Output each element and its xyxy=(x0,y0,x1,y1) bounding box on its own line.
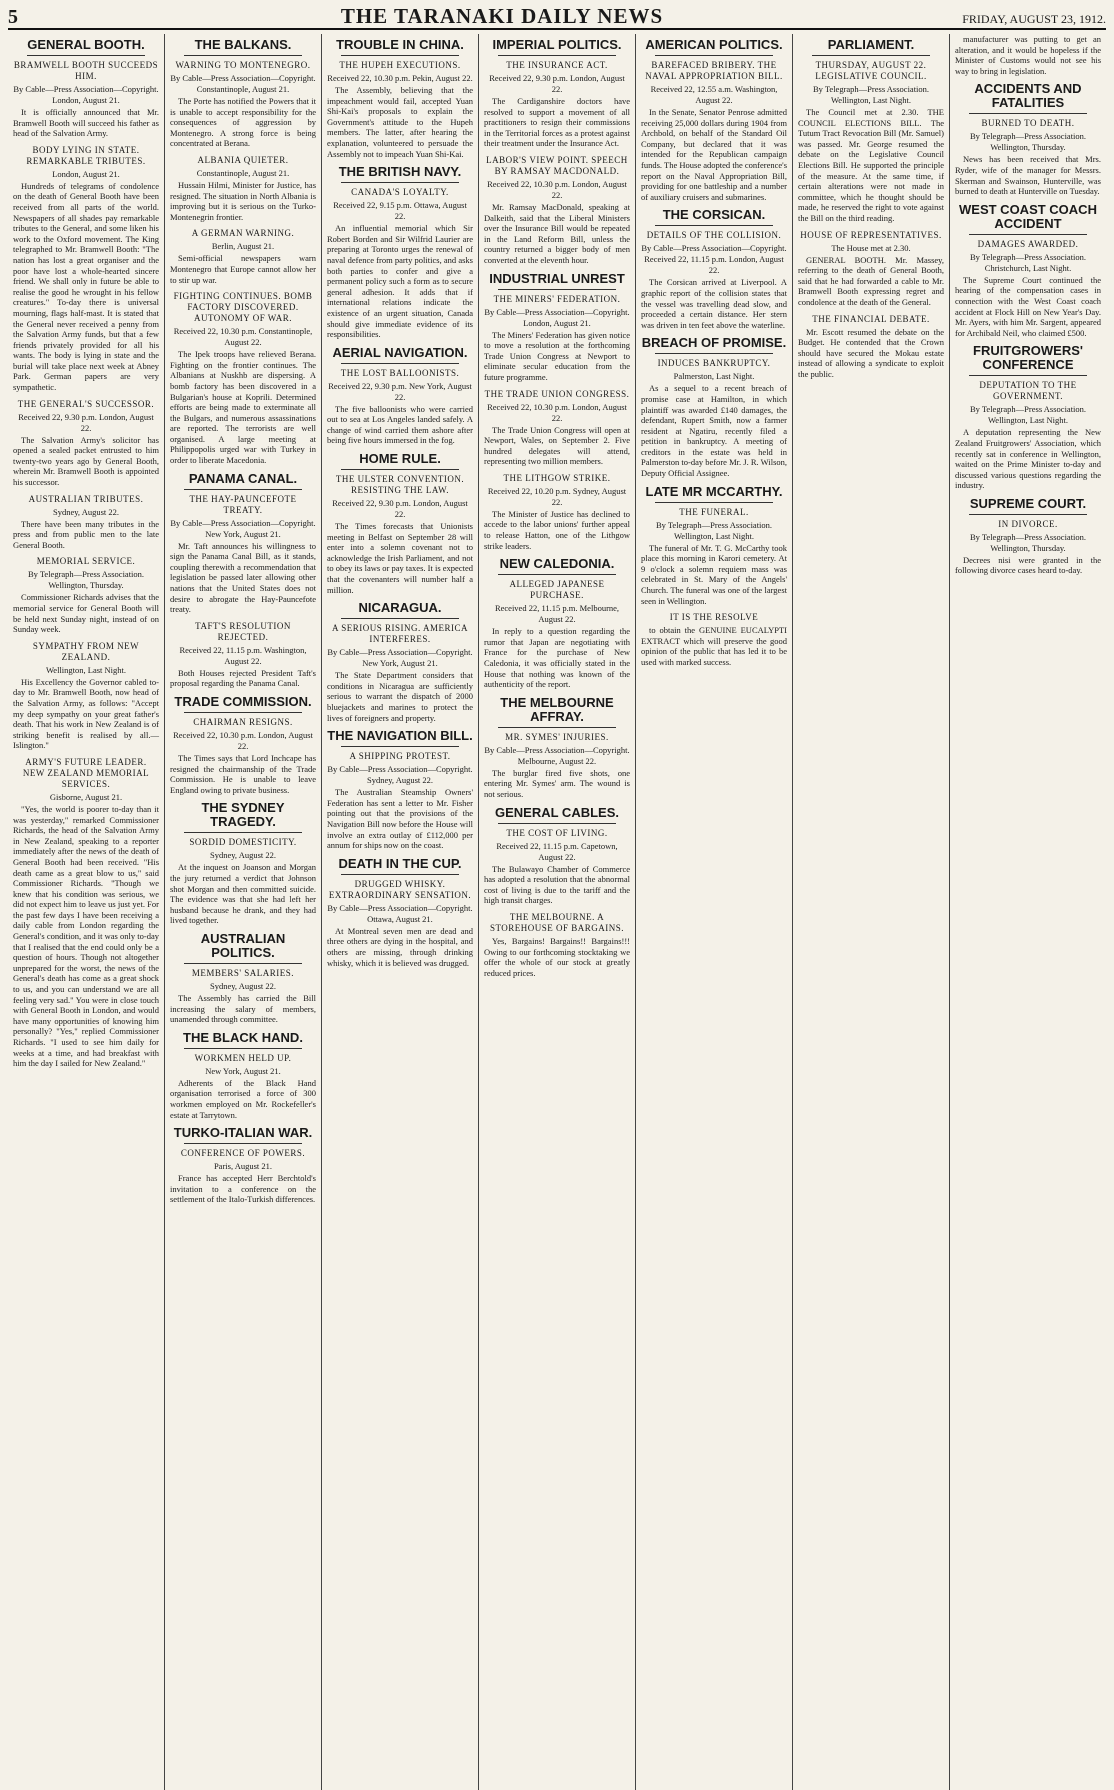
headline-rule xyxy=(655,55,773,56)
article xyxy=(798,38,944,224)
article xyxy=(327,729,473,851)
article xyxy=(955,344,1101,491)
article-body: The Minister of Justice has declined to accede to the labor unions' further appeal to release Hatton, one of the Lithgow strike leaders. xyxy=(484,508,630,551)
article-headline: THE MELBOURNE AFFRAY. xyxy=(500,694,614,724)
article xyxy=(484,38,630,149)
headline-rule xyxy=(969,234,1087,235)
article-subhead: BODY LYING IN STATE. REMARKABLE TRIBUTES. xyxy=(26,144,146,166)
article-dateline: Received 22, 10.30 p.m. London, August 22. xyxy=(487,401,627,423)
article-subhead: THURSDAY, AUGUST 22. LEGISLATIVE COUNCIL. xyxy=(815,60,927,81)
article-body: The funeral of Mr. T. G. McCarthy took place this morning in Karori cemetery. At 9 o'clock a solemn requiem mass was celebrated in St. Mary of the Angels' Church. The funeral was one of the largest seen in Wellington. xyxy=(641,542,787,606)
article xyxy=(170,1126,316,1205)
article-dateline: Paris, August 21. xyxy=(213,1161,273,1172)
article xyxy=(641,38,787,202)
article-dateline: By Telegraph—Press Association. Wellington, Thursday. xyxy=(969,531,1087,553)
article-dateline: By Cable—Press Association—Copyright. New York, August 21. xyxy=(170,517,316,539)
article xyxy=(798,230,944,308)
headline-rule xyxy=(498,574,616,575)
article-dateline: Wellington, Last Night. xyxy=(45,664,127,675)
article-body: The five balloonists who were carried out to sea at Los Angeles landed safely. A change of wind carried them ashore after being five hours immersed in the fog. xyxy=(327,403,473,446)
article-headline: GENERAL BOOTH. xyxy=(27,37,145,52)
article-body: The Bulawayo Chamber of Commerce has adopted a resolution that the abnormal cost of living is due to the tariff and the high transit charges. xyxy=(484,863,630,906)
article-body: At Montreal seven men are dead and three others are dying in the hospital, and others are missing, through drinking whisky, which it is believed was drugged. xyxy=(327,925,473,968)
article-subhead: THE FUNERAL. xyxy=(679,506,749,517)
article-dateline: Received 22, 10.30 p.m. London, August 22. xyxy=(173,730,313,751)
article-headline: NICARAGUA. xyxy=(358,600,442,616)
article-subhead: IT IS THE RESOLVE xyxy=(669,612,759,623)
headline-rule xyxy=(184,55,302,56)
article-subhead: BAREFACED BRIBERY. THE NAVAL APPROPRIATION BILL. xyxy=(645,60,783,81)
article xyxy=(170,472,316,615)
article xyxy=(13,641,159,751)
article-dateline: Received 22, 10.30 p.m. Constantinople, August 22. xyxy=(173,326,313,348)
article-subhead: ALBANIA QUIETER. xyxy=(197,154,289,165)
article-body: The Times says that Lord Inchcape has resigned the chairmanship of the Trade Commission. He is unable to leave England owing to private business. xyxy=(170,753,316,795)
article-headline: SUPREME COURT. xyxy=(969,495,1087,511)
headline-rule xyxy=(498,289,616,290)
article-headline: THE BLACK HAND. xyxy=(183,1029,303,1045)
article-body: manufacturer was putting to get an alteration, and it would be hopeless if the Minister of Customs would not see his way to bring in legislation. xyxy=(955,34,1101,76)
article xyxy=(327,452,473,595)
article xyxy=(13,38,159,139)
article xyxy=(327,857,473,968)
article xyxy=(327,165,473,340)
article-body: Commissioner Richards advises that the memorial service for General Booth will be held next Sunday night, instead of on Sunday week. xyxy=(13,592,159,635)
article-dateline: Received 22, 11.15 p.m. Capetown, August 22. xyxy=(496,840,618,862)
article-subhead: THE TRADE UNION CONGRESS. xyxy=(484,388,630,399)
article-headline: INDUSTRIAL UNREST xyxy=(489,270,625,286)
article-subhead: BURNED TO DEATH. xyxy=(981,118,1075,129)
article-subhead: WARNING TO MONTENEGRO. xyxy=(175,60,311,70)
article xyxy=(13,399,159,488)
headline-rule xyxy=(341,618,459,619)
article-body: The Salvation Army's solicitor has opened a sealed packet entrusted to him twenty-two years ago by General Booth, wherein Mr. Bramwell Booth is appointed his successor. xyxy=(13,434,159,488)
article-dateline: Received 22, 10.20 p.m. Sydney, August 22. xyxy=(487,485,627,507)
article-body: to obtain the GENUINE EUCALYPTI EXTRACT which will preserve the good opinion of the public that has led it to be used with marked success. xyxy=(641,625,787,667)
article xyxy=(798,314,944,380)
article-dateline: By Cable—Press Association—Copyright. Received 22, 11.15 p.m. London, August 22. xyxy=(641,243,787,276)
headline-rule xyxy=(184,1048,302,1049)
article-dateline: New York, August 21. xyxy=(205,1065,281,1076)
headline-rule xyxy=(969,514,1087,515)
article-body: Semi-official newspapers warn Montenegro that Europe cannot allow her to stir up war. xyxy=(170,253,316,285)
article-subhead: THE LOST BALLOONISTS. xyxy=(340,367,460,378)
article-body: At the inquest on Joanson and Morgan the jury returned a verdict that Johnson shot Morgan and then committed suicide. The evidence was that she had left her husband because he drank, and they had lived together. xyxy=(170,862,316,926)
article-headline: PANAMA CANAL. xyxy=(188,470,298,486)
article-body: France has accepted Herr Berchtold's invitation to a conference on the settlement of the Italo-Turkish differences. xyxy=(170,1173,316,1205)
article-body: The Council met at 2.30. THE COUNCIL ELECTIONS BILL. The Tutum Tract Revocation Bill (Mr. Samuel) was passed. Mr. George resumed the debate on the Legislative Council Elections Bill. He supported the principle of the measure. At the same time, if certain alterations were not made in committee, which he thought should be made, he reserved the right to vote against the Bill on the third reading. xyxy=(798,107,944,223)
article-subhead: AUSTRALIAN TRIBUTES. xyxy=(28,493,144,504)
headline-rule xyxy=(184,712,302,713)
headline-rule xyxy=(969,113,1087,114)
article-body: The Miners' Federation has given notice to move a resolution at the forthcoming Trade Union Congress at Newport to eliminate secular education from the future programme. xyxy=(484,329,630,382)
article xyxy=(484,272,630,383)
headline-rule xyxy=(655,353,773,354)
headline-rule xyxy=(184,832,302,833)
article-headline: THE BALKANS. xyxy=(194,37,292,52)
article-subhead: FIGHTING CONTINUES. BOMB FACTORY DISCOVERED. AUTONOMY OF WAR. xyxy=(173,291,313,324)
article-body: The State Department considers that conditions in Nicaragua are sufficiently serious to warrant the dispatch of 2000 bluejackets and marines to protect the lives of foreigners and property. xyxy=(327,670,473,723)
article-body: It is officially announced that Mr. Bramwell Booth will succeed his father as head of the Salvation Army. xyxy=(13,107,159,139)
article-subhead: THE GENERAL'S SUCCESSOR. xyxy=(17,398,155,409)
article-body: A deputation representing the New Zealand Fruitgrowers' Association, which recently sat in conference in Wellington, waited on the Prime Minister to-day and discussed various questions regarding the industry. xyxy=(955,427,1101,491)
article xyxy=(484,806,630,906)
article-dateline: By Cable—Press Association—Copyright. London, August 21. xyxy=(484,306,630,328)
headline-rule xyxy=(341,746,459,747)
headline-rule xyxy=(184,489,302,490)
article-subhead: THE HAY-PAUNCEFOTE TREATY. xyxy=(189,493,297,515)
article-headline: NEW CALEDONIA. xyxy=(499,556,615,572)
article-body: Hussain Hilmi, Minister for Justice, has resigned. The situation in North Albania is improving but it is serious on the Turko-Montenegrin frontier. xyxy=(170,179,316,222)
article xyxy=(484,912,630,978)
article xyxy=(327,346,473,446)
article-subhead: ALLEGED JAPANESE PURCHASE. xyxy=(509,579,605,601)
article-subhead: SORDID DOMESTICITY. xyxy=(189,837,297,848)
article xyxy=(170,932,316,1025)
article-body: The Trade Union Congress will open at Newport, Wales, on September 2. Five hundred delegates will attend, representing two million members. xyxy=(484,424,630,467)
masthead xyxy=(8,4,1106,30)
article-subhead: HOUSE OF REPRESENTATIVES. xyxy=(800,229,942,240)
article xyxy=(955,203,1101,339)
article-subhead: THE INSURANCE ACT. xyxy=(506,60,608,70)
columns xyxy=(8,34,1106,1790)
article-body: His Excellency the Governor cabled to-day to Mr. Bramwell Booth, now head of the Salvation Army, as follows: "Accept my deep sympathy on your great father's death. That his work in New Zealand is of striking benefit is realised by all.—Islington." xyxy=(13,676,159,751)
headline-rule xyxy=(498,823,616,824)
article-dateline: By Cable—Press Association—Copyright. London, August 21. xyxy=(13,84,159,105)
article-subhead: ARMY'S FUTURE LEADER. NEW ZEALAND MEMORIAL SERVICES. xyxy=(22,756,150,789)
article-body: News has been received that Mrs. Ryder, wife of the manager for Messrs. Skerman and Swainson, Hunterville, was burned to death at Hunterville on Tuesday. xyxy=(955,154,1101,197)
article-dateline: Constantinople, August 21. xyxy=(196,167,290,178)
newspaper-title: THE TARANAKI DAILY NEWS xyxy=(340,4,664,28)
article xyxy=(955,34,1101,76)
headline-rule xyxy=(184,963,302,964)
article-dateline: Received 22, 9.30 p.m. London, August 22. xyxy=(18,411,154,433)
article-dateline: By Cable—Press Association—Copyright. Sydney, August 22. xyxy=(327,764,473,786)
article xyxy=(484,389,630,467)
article-body: The burglar fired five shots, one entering Mr. Symes' arm. The wound is not serious. xyxy=(484,767,630,799)
article-headline: LATE MR MCCARTHY. xyxy=(645,483,783,499)
article-headline: PARLIAMENT. xyxy=(827,37,915,52)
article xyxy=(170,1031,316,1120)
column-1 xyxy=(8,34,165,1790)
article-subhead: A SERIOUS RISING. AMERICA INTERFERES. xyxy=(331,623,469,645)
article-dateline: Received 22, 9.30 p.m. London, August 22. xyxy=(332,498,468,520)
article-headline: THE CORSICAN. xyxy=(662,207,766,223)
article-dateline: Palmerston, Last Night. xyxy=(673,371,755,382)
column-7 xyxy=(950,34,1106,1790)
article-body: An influential memorial which Sir Robert Borden and Sir Wilfrid Laurier are preparing at Toronto urges the renewal of naval defence from party politics, and asks both parties to confer and give a permanent policy such a form as to secure general adhesion. It adds that if international relations indicate the existence of an urgent situation, Canada should give immediate evidence of its responsibilities. xyxy=(327,223,473,340)
article xyxy=(170,38,316,149)
article-headline: TROUBLE IN CHINA. xyxy=(336,37,464,52)
article-subhead: THE LITHGOW STRIKE. xyxy=(503,472,611,483)
article-headline: IMPERIAL POLITICS. xyxy=(492,37,622,52)
article-body: As a sequel to a recent breach of promise case at Hamilton, in which plaintiff was awarded £140 damages, the defendant, Rupert Smith, now a farmer resident at Ngatiru, recently filed a petition in bankruptcy. A meeting of creditors in the estate was held in Palmerston to-day before Mr. J. R. Wilson, Deputy Official Assignee. xyxy=(641,383,787,479)
article-headline: HOME RULE. xyxy=(359,451,441,467)
article-dateline: By Cable—Press Association—Copyright. Constantinople, August 21. xyxy=(170,73,316,94)
article-subhead: THE FINANCIAL DEBATE. xyxy=(812,313,930,324)
article-body: Yes, Bargains! Bargains!! Bargains!!! Owing to our forthcoming stocktaking we offer the whole of our stock at greatly reduced prices. xyxy=(484,935,630,978)
article-body: The Ipek troops have relieved Berana. Fighting on the frontier continues. The Albanians at Nuskhb are dispersing. A bomb factory has been discovered in a Bulgarian's house at Koprili. Determined efforts are being made to exterminate all the Bulgars, and numerous assassinations are reported. The terrorists are well organised. A large meeting at Philippopolis urged war with Turkey in order to liberate Macedonia. xyxy=(170,349,316,466)
article-dateline: By Cable—Press Association—Copyright. Melbourne, August 22. xyxy=(484,744,630,766)
article-subhead: DAMAGES AWARDED. xyxy=(977,238,1079,249)
article xyxy=(170,695,316,795)
headline-rule xyxy=(655,502,773,503)
article-dateline: By Telegraph—Press Association. Christchurch, Last Night. xyxy=(969,251,1087,273)
article-dateline: Received 22, 10.30 p.m. London, August 22. xyxy=(487,178,627,200)
article-dateline: Received 22, 9.15 p.m. Ottawa, August 22. xyxy=(333,200,467,222)
article xyxy=(641,208,787,330)
article-subhead: CONFERENCE OF POWERS. xyxy=(180,1148,306,1159)
article-subhead: TAFT'S RESOLUTION REJECTED. xyxy=(195,620,291,642)
headline-rule xyxy=(498,727,616,728)
article-headline: WEST COAST COACH ACCIDENT xyxy=(959,201,1097,231)
article-dateline: Received 22, 9.30 p.m. New York, August 22. xyxy=(328,380,472,402)
article xyxy=(641,336,787,478)
article-dateline: Received 22, 10.30 p.m. Pekin, August 22. xyxy=(327,73,473,83)
article-dateline: Sydney, August 22. xyxy=(52,506,120,517)
article-subhead: SYMPATHY FROM NEW ZEALAND. xyxy=(32,640,140,662)
article-subhead: IN DIVORCE. xyxy=(998,518,1058,529)
article-subhead: MR. SYMES' INJURIES. xyxy=(505,731,609,742)
article-headline: THE NAVIGATION BILL. xyxy=(327,728,473,744)
headline-rule xyxy=(498,55,616,56)
article-dateline: By Telegraph—Press Association. Wellington, Last Night. xyxy=(655,519,773,541)
article xyxy=(484,155,630,266)
article xyxy=(13,145,159,393)
article-dateline: Sydney, August 22. xyxy=(209,850,277,861)
article-dateline: The House met at 2.30. xyxy=(831,242,911,253)
article-body: Mr. Ramsay MacDonald, speaking at Dalkeith, said that the Liberal Ministers over the Insurance Bill would be repeated in the Land Reform Bill, unless the country returned a bigger body of men converted at the eleventh hour. xyxy=(484,201,630,265)
article-subhead: BRAMWELL BOOTH SUCCEEDS HIM. xyxy=(13,60,159,81)
article-subhead: THE COST OF LIVING. xyxy=(506,827,608,838)
article xyxy=(955,497,1101,576)
column-4 xyxy=(479,34,636,1790)
article-dateline: By Cable—Press Association—Copyright. New York, August 21. xyxy=(327,647,473,669)
article xyxy=(170,155,316,222)
article-subhead: WORKMEN HELD UP. xyxy=(194,1052,292,1063)
article-dateline: London, August 21. xyxy=(52,168,120,179)
article xyxy=(170,228,316,285)
article-headline: GENERAL CABLES. xyxy=(495,804,619,820)
article-dateline: By Telegraph—Press Association. Wellington, Thursday. xyxy=(969,131,1087,153)
article-body: The Corsican arrived at Liverpool. A graphic report of the collision states that the vessel was travelling dead slow, and proceeded a certain distance. Her stern was driven in ten feet above the waterline. xyxy=(641,277,787,330)
article-headline: TRADE COMMISSION. xyxy=(174,694,312,709)
article-dateline: By Cable—Press Association—Copyright. Ottawa, August 21. xyxy=(327,902,473,924)
headline-rule xyxy=(341,182,459,183)
article-body: Both Houses rejected President Taft's proposal regarding the Panama Canal. xyxy=(170,667,316,689)
article-body: The Porte has notified the Powers that it is unable to accept responsibility for the consequences of aggression by Montenegro. A strong force is being concentrated at Berana. xyxy=(170,96,316,149)
article-subhead: A SHIPPING PROTEST. xyxy=(349,751,451,762)
article-dateline: Received 22, 11.15 p.m. Melbourne, August 22. xyxy=(494,603,620,625)
issue-date: FRIDAY, AUGUST 23, 1912. xyxy=(962,12,1106,26)
page-number: 5 xyxy=(8,6,18,28)
article xyxy=(955,82,1101,196)
article-subhead: THE ULSTER CONVENTION. RESISTING THE LAW. xyxy=(335,474,465,496)
article-dateline: Received 22, 9.30 p.m. London, August 22. xyxy=(489,73,625,94)
article xyxy=(170,621,316,689)
article-subhead: THE HUPEH EXECUTIONS. xyxy=(339,60,461,70)
article-subhead: INDUCES BANKRUPTCY. xyxy=(657,358,771,369)
column-2 xyxy=(165,34,322,1790)
article-subhead: THE MINERS' FEDERATION. xyxy=(493,293,621,304)
article-headline: AMERICAN POLITICS. xyxy=(645,37,783,52)
article xyxy=(13,556,159,634)
headline-rule xyxy=(341,363,459,364)
article-headline: THE BRITISH NAVY. xyxy=(338,164,462,180)
headline-rule xyxy=(655,225,773,226)
article-body: Mr. Escott resumed the debate on the Budget. He contended that the Crown should have secured the Mokau estate instead of allowing a syndicate to exploit the public. xyxy=(798,326,944,379)
article xyxy=(327,601,473,723)
article-headline: AUSTRALIAN POLITICS. xyxy=(200,930,286,960)
article-dateline: Gisborne, August 21. xyxy=(49,791,123,802)
headline-rule xyxy=(969,375,1087,376)
article-subhead: THE MELBOURNE. A STOREHOUSE OF BARGAINS. xyxy=(489,911,625,933)
article-body: The Assembly has carried the Bill increasing the salary of members, unamended through committee. xyxy=(170,992,316,1025)
article-body: The Cardiganshire doctors have resolved to support a movement of all practitioners to resign their commissions in the Territorial forces as a protest against their treatment under the Insurance Act. xyxy=(484,96,630,149)
article-subhead: DEPUTATION TO THE GOVERNMENT. xyxy=(979,380,1077,402)
article-subhead: DETAILS OF THE COLLISION. xyxy=(646,230,782,241)
article-dateline: Received 22, 12.55 a.m. Washington, August 22. xyxy=(650,84,778,105)
article xyxy=(484,473,630,551)
article-dateline: Berlin, August 21. xyxy=(211,241,275,252)
article xyxy=(327,38,473,159)
column-3 xyxy=(322,34,479,1790)
article-subhead: LABOR'S VIEW POINT. SPEECH BY RAMSAY MACDONALD. xyxy=(486,154,628,176)
article-subhead: A GERMAN WARNING. xyxy=(191,228,295,239)
headline-rule xyxy=(184,1143,302,1144)
column-5 xyxy=(636,34,793,1790)
article-headline: DEATH IN THE CUP. xyxy=(338,855,462,871)
article-body: Mr. Taft announces his willingness to sign the Panama Canal Bill, as it stands, coupling therewith a recommendation that legislation be passed later allowing other nations that the United States does not desire to abrogate the Hay-Pauncefote treaty. xyxy=(170,540,316,615)
article-dateline: By Telegraph—Press Association. Wellington, Last Night. xyxy=(812,84,930,105)
article-subhead: MEMBERS' SALARIES. xyxy=(191,967,295,978)
article-body: GENERAL BOOTH. Mr. Massey, referring to the death of General Booth, said that he had forwarded a cable to Mr. Bramwell Booth expressing regret and condolence at the death of the General. xyxy=(798,254,944,307)
headline-rule xyxy=(341,874,459,875)
article-body: In reply to a question regarding the rumor that Japan are negotiating with France for the purchase of New Caledonia, it was officially stated in the House that nothing was known of the authenticity of the report. xyxy=(484,626,630,690)
article-dateline: Sydney, August 22. xyxy=(209,980,277,991)
headline-rule xyxy=(341,55,459,56)
article-headline: ACCIDENTS AND FATALITIES xyxy=(974,81,1082,111)
article-body: The Assembly, believing that the impeachment would fail, accepted Yuan Shi-Kai's proposals to explain the Government's attitude to the Hupeh members. The latter, after hearing the explanation, volunteered to persuade the Assembly not to impeach Yuan Shi-Kai. xyxy=(327,85,473,159)
article xyxy=(641,612,787,667)
headline-rule xyxy=(812,55,930,56)
article-subhead: MEMORIAL SERVICE. xyxy=(36,556,136,567)
article-body: The Australian Steamship Owners' Federation has sent a letter to Mr. Fisher pointing out that the provisions of the Navigation Bill now before the House will involve an extra outlay of £112,000 per annum for ships now on the coast. xyxy=(327,787,473,851)
article-headline: TURKO-ITALIAN WAR. xyxy=(173,1125,313,1141)
article-headline: BREACH OF PROMISE. xyxy=(641,335,787,351)
article xyxy=(484,557,630,690)
article-dateline: By Telegraph—Press Association. Wellington, Thursday. xyxy=(27,569,145,591)
article-body: Adherents of the Black Hand organisation terrorised a force of 300 workmen employed on Mr. Rockefeller's estate at Tarrytown. xyxy=(170,1077,316,1120)
article-body: Decrees nisi were granted in the following divorce cases heard to-day. xyxy=(955,554,1101,576)
article xyxy=(484,696,630,800)
article xyxy=(13,757,159,1069)
article xyxy=(13,494,159,551)
article xyxy=(170,801,316,926)
headline-rule xyxy=(27,55,145,56)
article-body: The Times forecasts that Unionists meeting in Belfast on September 28 will enter into a solemn covenant not to acknowledge the Irish Parliament, and not to obey its laws or pay taxes. It is expected that the covenanters will number half a million. xyxy=(327,521,473,595)
article-dateline: Received 22, 11.15 p.m. Washington, August 22. xyxy=(179,644,307,666)
article-body: Hundreds of telegrams of condolence on the death of General Booth have been received from all parts of the world. Newspapers of all shades pay remarkable tributes to the General, and some liken his work to the Oxford movement. The King telegraphed to Mr. Bramwell Booth: "The nation has lost a great organiser and the poor have lost a whole-hearted sincere friend. We shall only in future be able to realise the good he wrought in his fellow creatures." To-day there is universal mourning, flags half-mast. It is stated that the General never received a penny from the Salvation Army funds, but that a few friends privately provided for all his wants. The body is lying in state and the burial will take place next week at Abney Park. German papers are very sympathetic. xyxy=(13,180,159,393)
article-subhead: DRUGGED WHISKY. EXTRAORDINARY SENSATION. xyxy=(328,878,472,900)
article-dateline: By Telegraph—Press Association. Wellington, Last Night. xyxy=(969,404,1087,426)
article xyxy=(641,485,787,607)
article-headline: THE SYDNEY TRAGEDY. xyxy=(201,800,285,830)
article-headline: AERIAL NAVIGATION. xyxy=(332,344,468,360)
headline-rule xyxy=(341,469,459,470)
article-subhead: CHAIRMAN RESIGNS. xyxy=(193,717,293,727)
column-6 xyxy=(793,34,950,1790)
article-subhead: CANADA'S LOYALTY. xyxy=(351,187,449,198)
article-headline: FRUITGROWERS' CONFERENCE xyxy=(973,343,1083,373)
article-body: In the Senate, Senator Penrose admitted receiving 25,000 dollars during 1904 from Archbold, on behalf of the Standard Oil Company, but declared that it was intended for the Republican campaign funds. The House adopted the conference's report on the Naval Appropriation Bill, providing for one battleship and a number of auxiliary cruisers and submarines. xyxy=(641,107,787,202)
article xyxy=(170,291,316,466)
article-body: There have been many tributes in the press and from public men to the late General Booth. xyxy=(13,518,159,550)
article-body: The Supreme Court continued the hearing of the compensation cases in connection with the West Coast coach accident at Flock Hill on New Year's Day. Mr. Ayers, with him Mr. Sargent, appeared for Archibald Neil, who claimed £500. xyxy=(955,274,1101,338)
article-body: "Yes, the world is poorer to-day than it was yesterday," remarked Commissioner Richards, the head of the Salvation Army in New Zealand, speaking to a reporter immediately after the news of the death of General Booth had been received. "His death came as a great blow to us," said Commissioner Richards. "Though we knew that his condition was serious, we did not expect him to leave us just yet. For the past few days I have been receiving a daily cable from London regarding the General's condition, and it was only to-day that I realised that the end could only be a question of hours. Though not altogether unprepared for the worst, the news of the General's death has come as a great shock to us, and you can understand we are all feeling very sad." You were in close touch with General Booth in London, and would have many opportunities of knowing him personally? "Yes," replied Commissioner Richards. "I used to see him daily for weeks at a time, and had breakfast with him the day I sailed for New Zealand." xyxy=(13,803,159,1069)
